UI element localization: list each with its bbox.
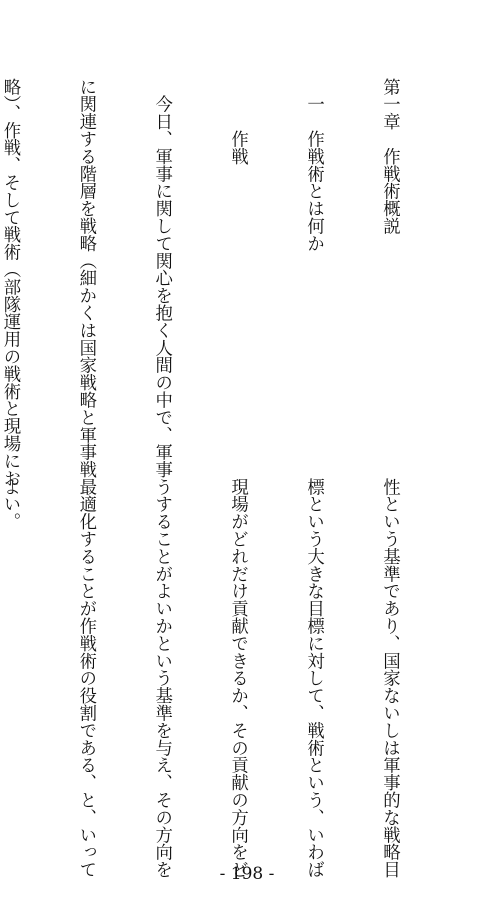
text-line: 第一章 作戦術概説: [379, 78, 400, 235]
top-text-block: [0, 78, 452, 487]
page-number: - 198 -: [219, 864, 275, 884]
text-line: 最適化することが作戦術の役割である、と、いって: [75, 478, 96, 879]
text-line: うすることがよいかという基準を与え、その方向を: [151, 478, 172, 879]
text-line: 略）、作戦、そして戦術（部隊運用の戦術と現場にお: [0, 78, 20, 487]
text-line: 現場がどれだけ貢献できるか、その貢献の方向をど: [227, 478, 248, 879]
text-line: 作戦: [227, 78, 248, 165]
text-line: 性という基準であり、国家ないしは軍事的な戦略目: [379, 478, 400, 879]
text-line: 標という大きな目標に対して、戦術という、いわば: [303, 478, 324, 879]
text-line: 一 作戦術とは何か: [303, 78, 324, 252]
text-line: に関連する階層を戦略（細かくは国家戦略と軍事戦: [75, 78, 96, 479]
text-line: 今日、軍事に関して関心を抱く人間の中で、軍事: [151, 78, 172, 479]
text-line: よい。: [0, 478, 20, 531]
